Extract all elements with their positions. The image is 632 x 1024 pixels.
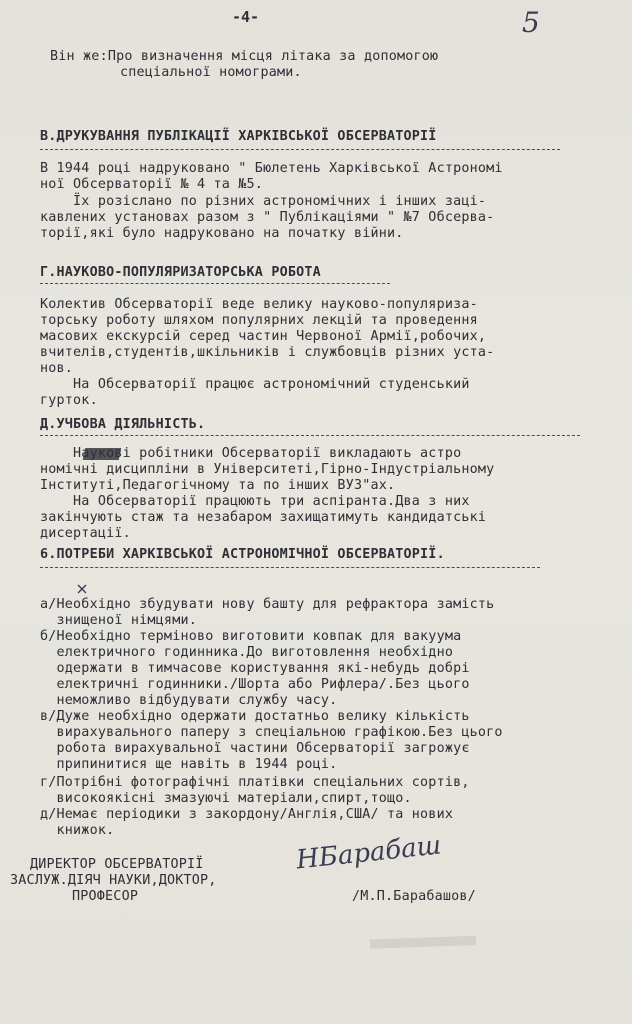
text-line: припинитися ще навіть в 1944 році. (40, 757, 338, 772)
intro-line: Він же:Про визначення місця літака за допомогою (50, 49, 439, 64)
signature-title: ДИРЕКТОР ОБСЕРВАТОРІЇ (30, 857, 204, 872)
text-line: д/Немає періодики з закордону/Англія,США/ та нових (40, 807, 454, 822)
text-line: масових екскурсій серед частин Червоної Армії,робочих, (40, 329, 487, 344)
text-line: електричного годинника.До виготовлення необхідно (40, 645, 454, 660)
text-line: В 1944 році надруковано " Бюлетень Харківської Астрономі (40, 161, 503, 176)
text-line: робота вирахувальної частини Обсерваторії загрожує (40, 741, 470, 756)
signature-title: ЗАСЛУЖ.ДІЯЧ НАУКИ,ДОКТОР, (10, 873, 217, 888)
text-line: номічні дисципліни в Університеті,Гірно-Індустріальному (40, 462, 495, 477)
text-line: Їх розіслано по різних астрономічних і інших заці- (40, 194, 487, 209)
text-line: електричні годинники./Шорта або Рифлера/.Без цього (40, 677, 470, 692)
text-line: вчителів,студентів,шкільників і службовців різних уста- (40, 345, 495, 360)
section-heading: В.ДРУКУВАННЯ ПУБЛІКАЦІЇ ХАРКІВСЬКОЇ ОБСЕРВАТОРІЇ (40, 129, 437, 144)
text-line: гурток. (40, 393, 98, 408)
text-line: ної Обсерваторії № 4 та №5. (40, 177, 264, 192)
text-line: закінчують стаж та незабаром захищатимуть кандидатські (40, 510, 487, 525)
text-line: На Обсерваторії працюють три аспіранта.Два з них (40, 494, 470, 509)
text-line: книжок. (40, 823, 115, 838)
handwritten-signature: НБарабаш (294, 830, 443, 876)
text-line: Колектив Обсерваторії веде велику науково-популяриза- (40, 297, 478, 312)
text-line: високоякісні змазуючі матеріали,спирт,тощо. (40, 791, 412, 806)
text-line: неможливо відбудувати службу часу. (40, 693, 338, 708)
text-line: вирахувального паперу з спеціальною графікою.Без цього (40, 725, 503, 740)
text-line: одержати в тимчасове користування які-небудь добрі (40, 661, 470, 676)
heading-underline (40, 149, 560, 150)
heading-underline (40, 283, 390, 284)
signatory-name: /М.П.Барабашов/ (352, 889, 476, 904)
corner-handwritten-mark: 5 (522, 6, 540, 39)
text-line: дисертації. (40, 526, 131, 541)
text-line: г/Потрібні фотографічні платівки спеціальних сортів, (40, 775, 470, 790)
text-line: а/Необхідно збудувати нову башту для рефрактора замість (40, 597, 495, 612)
text-line: знищеної німцями. (40, 613, 197, 628)
faint-printer-mark: ▒▒▒▒▒▒▒▒▒▒▒▒▒▒▒▒▒▒▒▒▒▒ (369, 936, 477, 949)
page-number: -4- (232, 8, 260, 26)
text-line: торії,які було надруковано на початку війни. (40, 226, 404, 241)
text-line: нов. (40, 361, 74, 376)
text-line: в/Дуже необхідно одержати достатньо велику кількість (40, 709, 470, 724)
section-heading: Д.УЧБОВА ДІЯЛЬНІСТЬ. (40, 417, 206, 432)
text-line: Наукові робітники Обсерваторії викладають астро (40, 446, 462, 461)
section-heading: 6.ПОТРЕБИ ХАРКІВСЬКОЇ АСТРОНОМІЧНОЇ ОБСЕРВАТОРІЇ. (40, 547, 445, 562)
text-line: кавлених установах разом з " Публікаціями " №7 Обсерва- (40, 210, 495, 225)
heading-underline (40, 435, 580, 436)
handwritten-x-mark (76, 583, 88, 595)
text-line: На Обсерваторії працює астрономічний студенський (40, 377, 470, 392)
text-line: торську роботу шляхом популярних лекцій та проведення (40, 313, 478, 328)
heading-underline (40, 567, 540, 568)
text-line: б/Необхідно терміново виготовити ковпак для вакуума (40, 629, 462, 644)
text-line: Інституті,Педагогічному та по інших ВУЗ"ах. (40, 478, 396, 493)
section-heading: Г.НАУКОВО-ПОПУЛЯРИЗАТОРСЬКА РОБОТА (40, 265, 321, 280)
intro-line: спеціальної номограми. (120, 65, 302, 80)
signature-title: ПРОФЕСОР (72, 889, 139, 904)
